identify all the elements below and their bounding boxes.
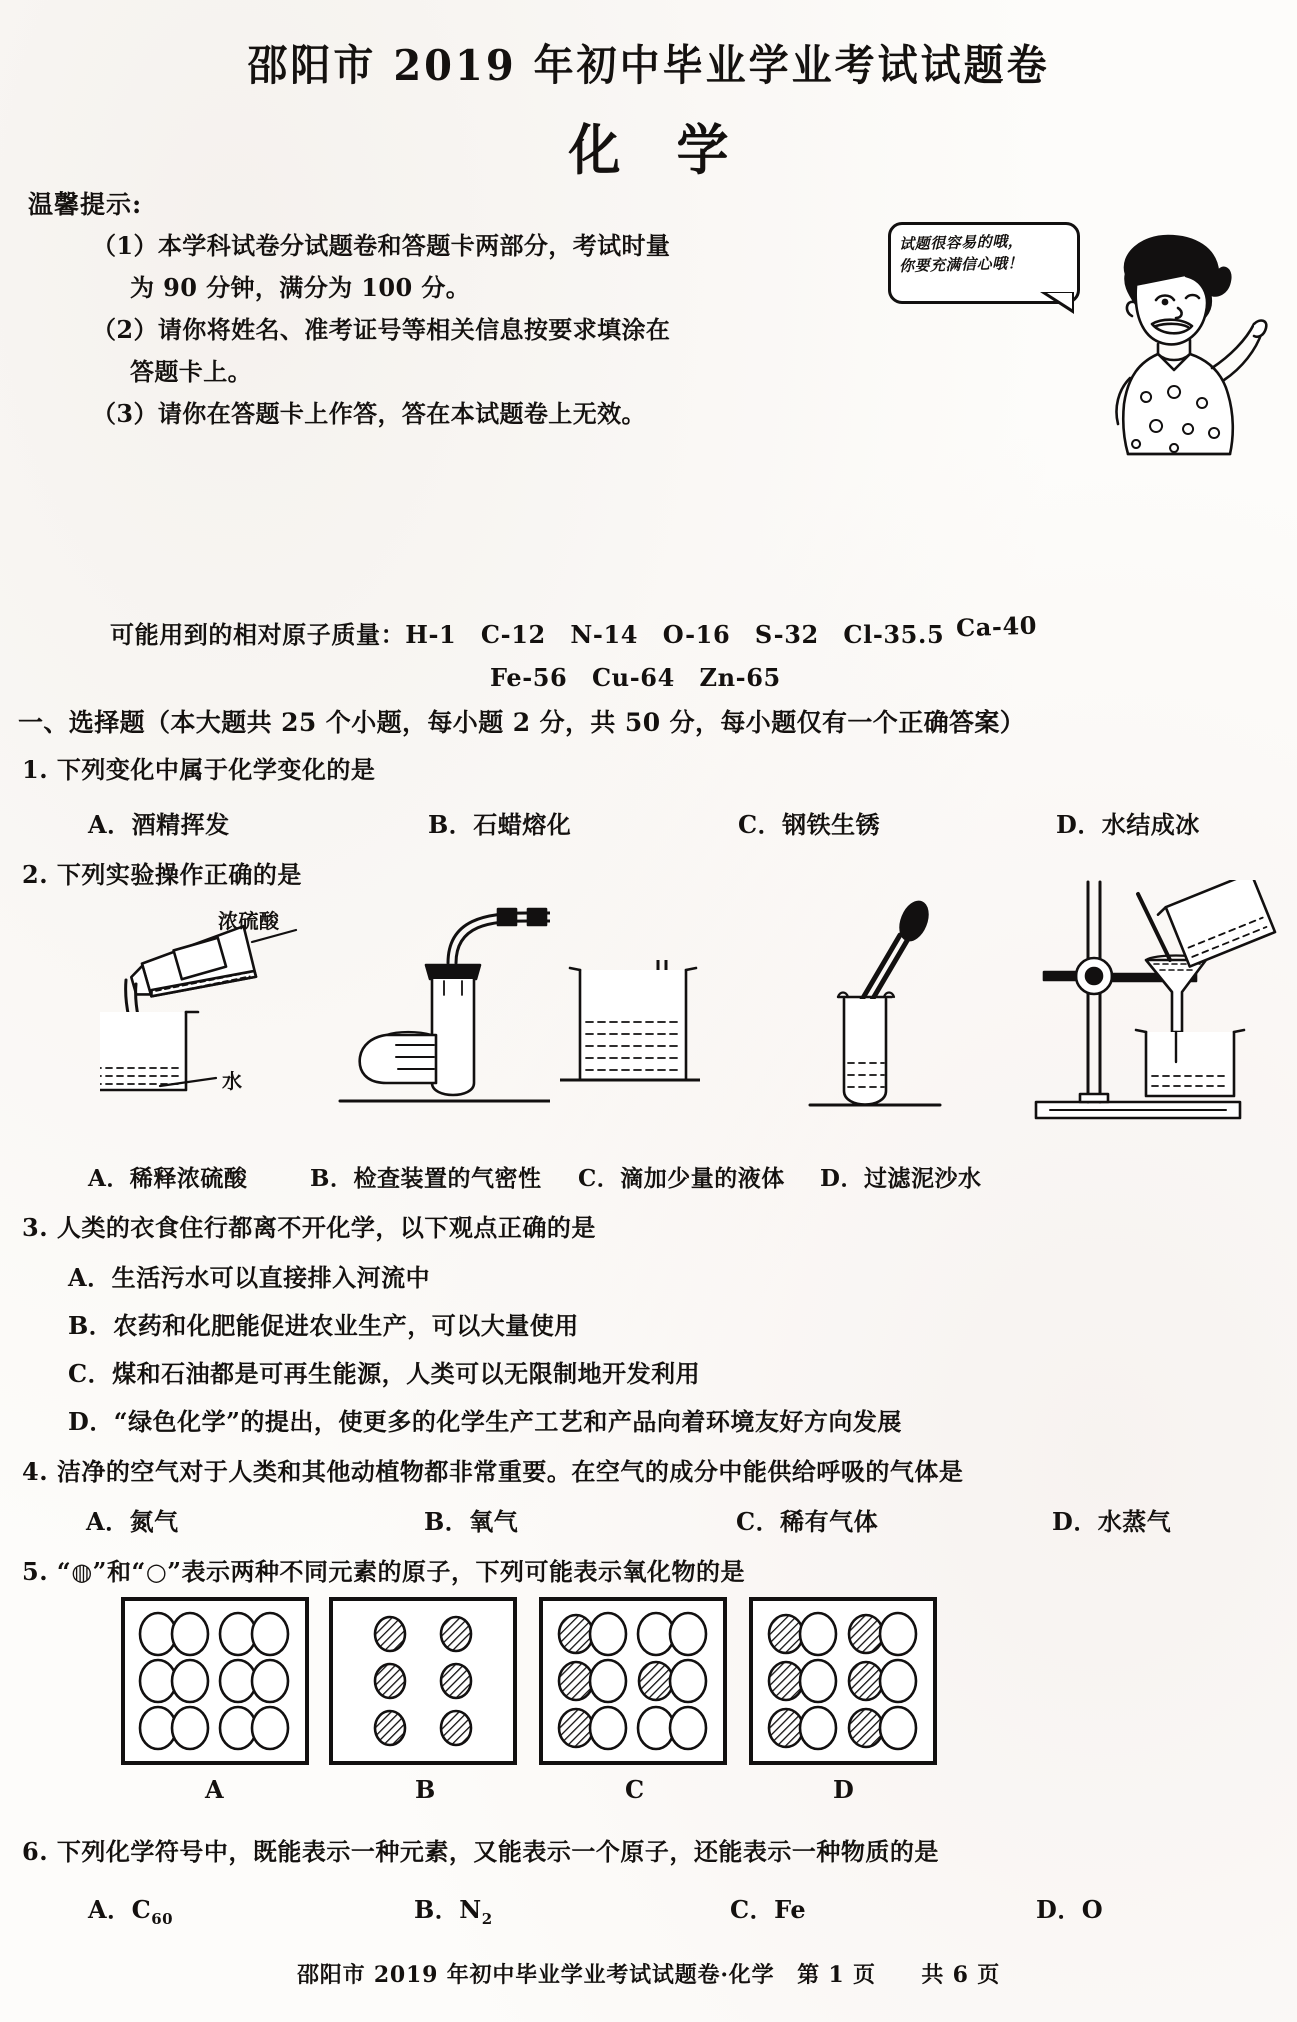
- question-text: 下列化学符号中，既能表示一种元素，又能表示一个原子，还能表示一种物质的是: [56, 1837, 939, 1866]
- tip-item: （2）请你将姓名、准考证号等相关信息按要求填涂在: [92, 315, 671, 344]
- page-footer: 邵阳市 2019 年初中毕业学业考试试题卷·化学 第 1 页 共 6 页: [296, 1962, 1001, 1988]
- q3-option-d[interactable]: D．“绿色化学”的提出，使更多的化学生产工艺和产品向着环境友好方向发展: [68, 1407, 902, 1436]
- tip-item-cont: 为 90 分钟，满分为 100 分。: [130, 273, 471, 302]
- subject-title: 化学: [568, 118, 785, 183]
- question-number: 1.: [22, 755, 49, 784]
- tip-item: （1）本学科试卷分试题卷和答题卡两部分，考试时量: [92, 231, 671, 260]
- bubble-line-1: 试题很容易的哦，: [898, 232, 1024, 254]
- molecule-box-d: [748, 1596, 938, 1766]
- molecule-box-b: [328, 1596, 518, 1766]
- molecule-label-a: A: [205, 1775, 225, 1804]
- q2-option-d[interactable]: D．过滤泥沙水: [820, 1165, 982, 1192]
- label-concentrated-sulfuric-acid: 浓硫酸: [218, 909, 280, 933]
- q4-option-a[interactable]: A．氮气: [86, 1507, 179, 1536]
- question-6-stem: [22, 1832, 939, 1867]
- cartoon-student-illustration: [1090, 228, 1270, 458]
- question-number: 5.: [22, 1557, 49, 1586]
- page-title: 邵阳市 2019 年初中毕业学业考试试题卷: [247, 40, 1050, 91]
- question-text: 人类的衣食住行都离不开化学，以下观点正确的是: [56, 1213, 596, 1242]
- molecule-label-b: B: [415, 1775, 436, 1804]
- tips-list: [92, 225, 702, 435]
- q4-option-d[interactable]: D．水蒸气: [1052, 1507, 1172, 1536]
- q6-option-c[interactable]: C．Fe: [730, 1895, 807, 1924]
- speech-bubble-tail: [1040, 292, 1074, 314]
- question-text: 洁净的空气对于人类和其他动植物都非常重要。在空气的成分中能供给呼吸的气体是: [56, 1457, 964, 1486]
- q3-option-a[interactable]: A．生活污水可以直接排入河流中: [68, 1263, 431, 1292]
- q6-option-b[interactable]: B．$N_2$: [414, 1895, 493, 1928]
- q1-option-a[interactable]: A．酒精挥发: [88, 810, 230, 839]
- molecule-box-c: [538, 1596, 728, 1766]
- q1-option-c[interactable]: C．钢铁生锈: [738, 810, 881, 839]
- q3-option-b[interactable]: B．农药和化肥能促进农业生产，可以大量使用: [68, 1311, 579, 1340]
- figure-airtightness-beaker: [560, 960, 700, 1110]
- tips-label: 温馨提示:: [28, 190, 143, 219]
- question-number: 3.: [22, 1213, 49, 1242]
- question-number: 4.: [22, 1457, 49, 1486]
- tip-item-cont: 答题卡上。: [130, 357, 252, 386]
- q1-option-d[interactable]: D．水结成冰: [1056, 810, 1200, 839]
- q6-option-a[interactable]: A．$C_{60}$: [88, 1895, 174, 1928]
- q2-option-c[interactable]: C．滴加少量的液体: [578, 1165, 785, 1192]
- question-text: “◍”和“○”表示两种不同元素的原子，下列可能表示氧化物的是: [56, 1557, 746, 1586]
- atomic-mass-text: 可能用到的相对原子质量：H-1 C-12 N-14 O-16 S-32 Cl-35.5: [110, 620, 945, 649]
- figure-dropper-adding-liquid: [790, 895, 970, 1125]
- question-number: 6.: [22, 1837, 49, 1866]
- q2-option-b[interactable]: B．检查装置的气密性: [310, 1165, 542, 1192]
- question-text: 下列实验操作正确的是: [56, 860, 302, 889]
- q3-option-c[interactable]: C．煤和石油都是可再生能源，人类可以无限制地开发利用: [68, 1359, 701, 1388]
- section-heading: 一、选择题（本大题共 25 个小题，每小题 2 分，共 50 分，每小题仅有一个正确答案）: [18, 708, 1026, 737]
- q4-option-c[interactable]: C．稀有气体: [736, 1507, 879, 1536]
- atomic-mass-ca: Ca-40: [955, 610, 1038, 643]
- question-number: 2.: [22, 860, 49, 889]
- question-4-stem: [22, 1452, 963, 1487]
- atomic-mass-line-1: [110, 610, 1038, 650]
- q1-option-b[interactable]: B．石蜡熔化: [428, 810, 572, 839]
- question-text: 下列变化中属于化学变化的是: [56, 755, 376, 784]
- tip-item: （3）请你在答题卡上作答，答在本试题卷上无效。: [92, 399, 646, 428]
- figure-airtightness-check: [300, 895, 550, 1125]
- q2-option-a[interactable]: A．稀释浓硫酸: [88, 1165, 248, 1192]
- q6-option-d[interactable]: D．O: [1036, 1895, 1104, 1924]
- bubble-line-2: 你要充满信心哦！: [898, 254, 1024, 276]
- q4-option-b[interactable]: B．氧气: [424, 1507, 519, 1536]
- question-2-stem: [22, 855, 302, 890]
- atomic-mass-line-2: Fe-56 Cu-64 Zn-65: [490, 663, 781, 692]
- label-water: 水: [222, 1069, 243, 1093]
- question-3-stem: [22, 1208, 596, 1243]
- question-5-stem: [22, 1552, 745, 1587]
- molecule-label-d: D: [833, 1775, 855, 1804]
- question-1-stem: [22, 750, 375, 785]
- molecule-label-c: C: [625, 1775, 645, 1804]
- figure-filtration-muddy-water: [1030, 880, 1280, 1130]
- molecule-box-a: [120, 1596, 310, 1766]
